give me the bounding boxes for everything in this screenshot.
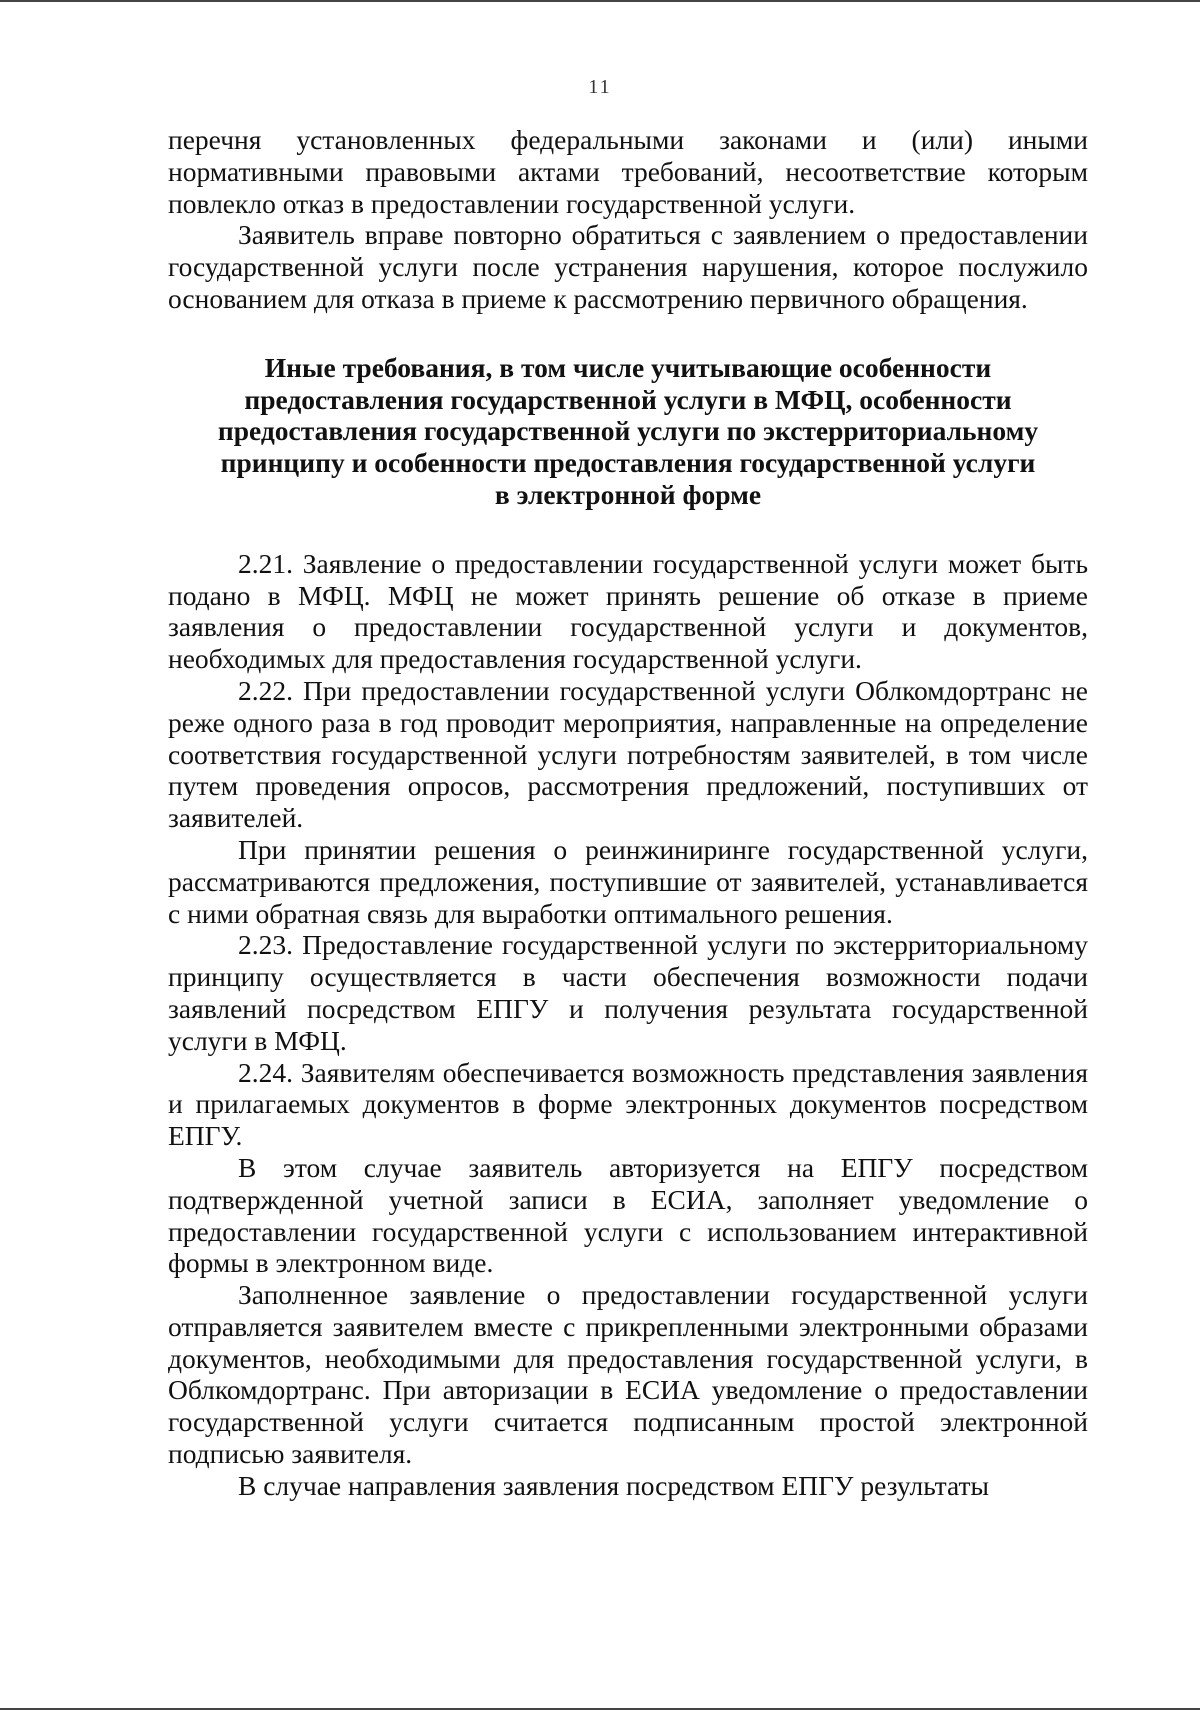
document-body (168, 124, 1088, 1502)
scan-edge-top (0, 0, 1200, 2)
clause-2-23: 2.23. Предоставление государственной услуги по экстерриториальному принципу осуществляется в части обеспечения возможности подачи заявлений посредством ЕПГУ и получения результата государственной услуги в МФЦ. (168, 929, 1088, 1056)
heading-line: Иные требования, в том числе учитывающие особенности (264, 351, 992, 383)
page-number: 11 (588, 76, 612, 98)
heading-line: предоставления государственной услуги в МФЦ, особенности (244, 383, 1012, 415)
heading-line: предоставления государственной услуги по экстерриториальному (217, 415, 1039, 447)
paragraph-truncated: В случае направления заявления посредством ЕПГУ результаты (238, 1469, 990, 1501)
clause-2-21: 2.21. Заявление о предоставлении государственной услуги может быть подано в МФЦ. МФЦ не может принять решение об отказе в приеме заявления о предоставлении государственной услуги и документов, необходимых для предоставления государственной услуги. (168, 547, 1088, 675)
section-heading (168, 352, 1088, 511)
clause-2-24: 2.24. Заявителям обеспечивается возможность представления заявления и прилагаемых документов в форме электронных документов посредством ЕПГУ. (168, 1056, 1088, 1152)
paragraph: Заявитель вправе повторно обратиться с заявлением о предоставлении государственной услуги после устранения нарушения, которое послужило основанием для отказа в приеме к рассмотрению первичного обращения. (168, 219, 1088, 314)
paragraph: Заполненное заявление о предоставлении государственной услуги отправляется заявителем вместе с прикрепленными электронными образами документов, необходимыми для предоставления государственной услуги, в Облкомдортранс. При авторизации в ЕСИА уведомление о предоставлении государственной услуги считается подписанным простой электронной подписью заявителя. (168, 1279, 1088, 1470)
heading-line: в электронной форме (494, 478, 762, 510)
clause-2-22: 2.22. При предоставлении государственной услуги Облкомдортранс не реже одного раза в год проводит мероприятия, направленные на определение соответствия государственной услуги потребностям заявителей, в том числе путем проведения опросов, рассмотрения предложений, поступивших от заявителей. (168, 674, 1088, 834)
heading-line: принципу и особенности предоставления государственной услуги (220, 447, 1036, 479)
paragraph: В этом случае заявитель авторизуется на ЕПГУ посредством подтвержденной учетной записи в ЕСИА, заполняет уведомление о предоставлении государственной услуги с использованием интерактивной формы в электронном виде. (168, 1151, 1088, 1279)
paragraph: При принятии решения о реинжиниринге государственной услуги, рассматриваются предложения, поступившие от заявителей, устанавливается с ними обратная связь для выработки оптимального решения. (168, 833, 1088, 929)
paragraph-continuation: перечня установленных федеральными законами и (или) иными нормативными правовыми актами требований, несоответствие которым повлекло отказ в предоставлении государственной услуги. (168, 124, 1088, 219)
